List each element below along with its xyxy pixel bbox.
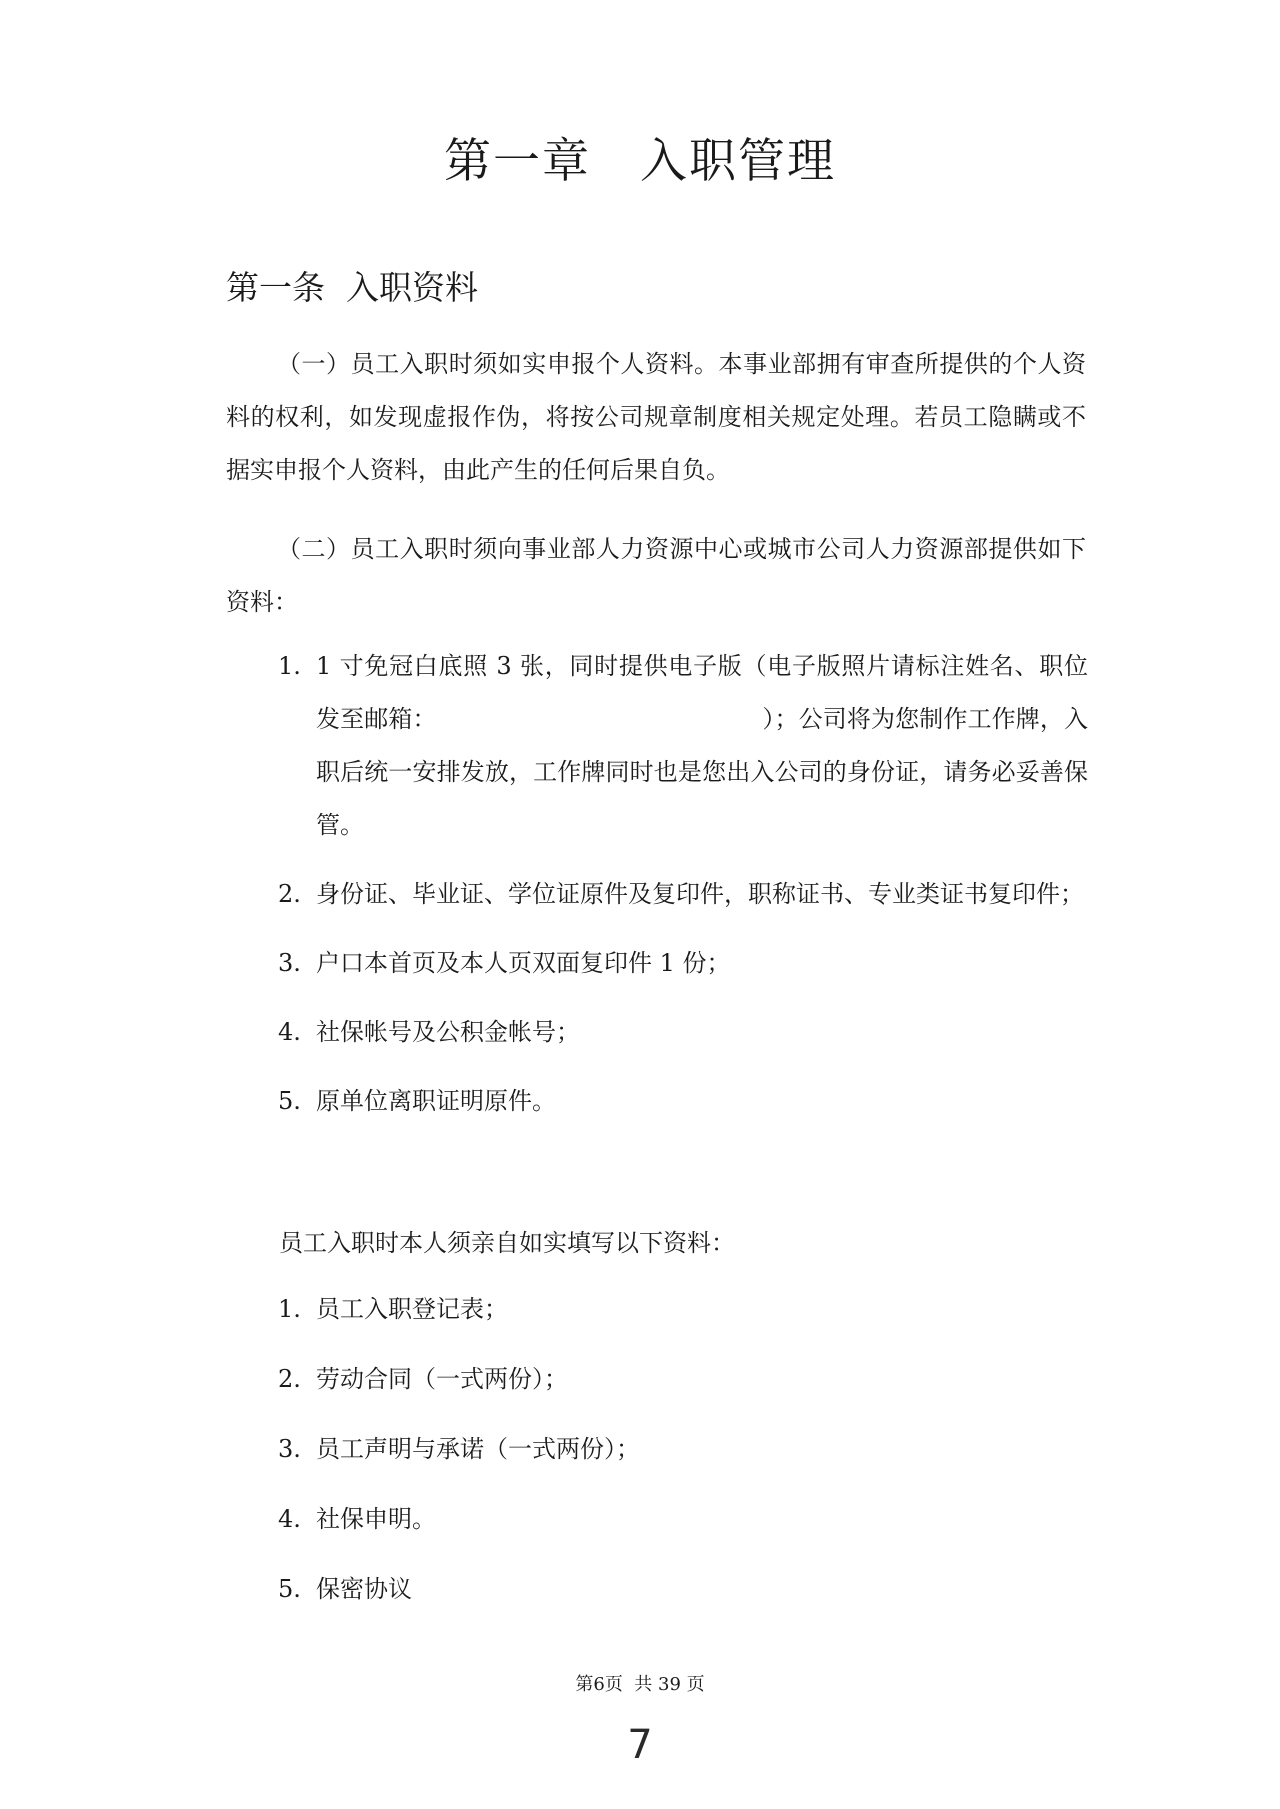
- list-item-number: 4.: [278, 1018, 301, 1046]
- list-item-text: 原单位离职证明原件。: [316, 1087, 556, 1115]
- list-item-number: 3.: [278, 1435, 301, 1463]
- list-item-text: 保密协议: [316, 1575, 412, 1603]
- list-item-text: 1 寸免冠白底照 3 张，同时提供电子版（电子版照片请标注姓名、职位发至邮箱： ）；公司将为您制作工作牌，入职后统一安排发放，工作牌同时也是您出入公司的身份证，请务必妥善保管。: [316, 652, 1088, 839]
- page-footer: 第6页 共 39 页: [575, 1674, 705, 1695]
- list-item-number: 5.: [278, 1087, 301, 1115]
- list-item-number: 2.: [278, 1365, 301, 1393]
- documents-list: [278, 640, 1088, 1144]
- list-item-text: 户口本首页及本人页双面复印件 1 份；: [316, 949, 731, 977]
- list-item-text: 社保帐号及公积金帐号；: [316, 1018, 580, 1046]
- fill-in-intro: 员工入职时本人须亲自如实填写以下资料：: [279, 1229, 735, 1257]
- list-item-number: 4.: [278, 1505, 301, 1533]
- list-item-number: 5.: [278, 1575, 301, 1603]
- list-item: [278, 1563, 1088, 1616]
- list-item-number: 2.: [278, 880, 301, 908]
- list-item-text: 社保申明。: [316, 1505, 436, 1533]
- list-item-number: 3.: [278, 949, 301, 977]
- list-item-number: 1.: [278, 1295, 301, 1323]
- list-item-text: 身份证、毕业证、学位证原件及复印件，职称证书、专业类证书复印件；: [316, 880, 1084, 908]
- list-item: [278, 1283, 1088, 1336]
- list-item: [278, 640, 1088, 852]
- list-item: [278, 1493, 1088, 1546]
- page-number: 7: [627, 1722, 653, 1768]
- paragraph-2: （二）员工入职时须向事业部人力资源中心或城市公司人力资源部提供如下资料：: [226, 535, 1086, 616]
- list-item-text: 劳动合同（一式两份）；: [316, 1365, 568, 1393]
- list-item-text: 员工入职登记表；: [316, 1295, 508, 1323]
- list-item: [278, 868, 1088, 921]
- fill-in-list: [278, 1283, 1088, 1633]
- paragraph-1: （一）员工入职时须如实申报个人资料。本事业部拥有审查所提供的个人资料的权利，如发现虚报作伪，将按公司规章制度相关规定处理。若员工隐瞒或不据实申报个人资料，由此产生的任何后果自负。: [226, 350, 1086, 484]
- list-item: [278, 1075, 1088, 1128]
- article-heading: 第一条 入职资料: [226, 268, 478, 307]
- list-item: [278, 1353, 1088, 1406]
- list-item: [278, 937, 1088, 990]
- list-item-text: 员工声明与承诺（一式两份）；: [316, 1435, 640, 1463]
- list-item: [278, 1423, 1088, 1476]
- chapter-title: 第一章 入职管理: [444, 134, 836, 189]
- list-item: [278, 1006, 1088, 1059]
- list-item-number: 1.: [278, 652, 301, 680]
